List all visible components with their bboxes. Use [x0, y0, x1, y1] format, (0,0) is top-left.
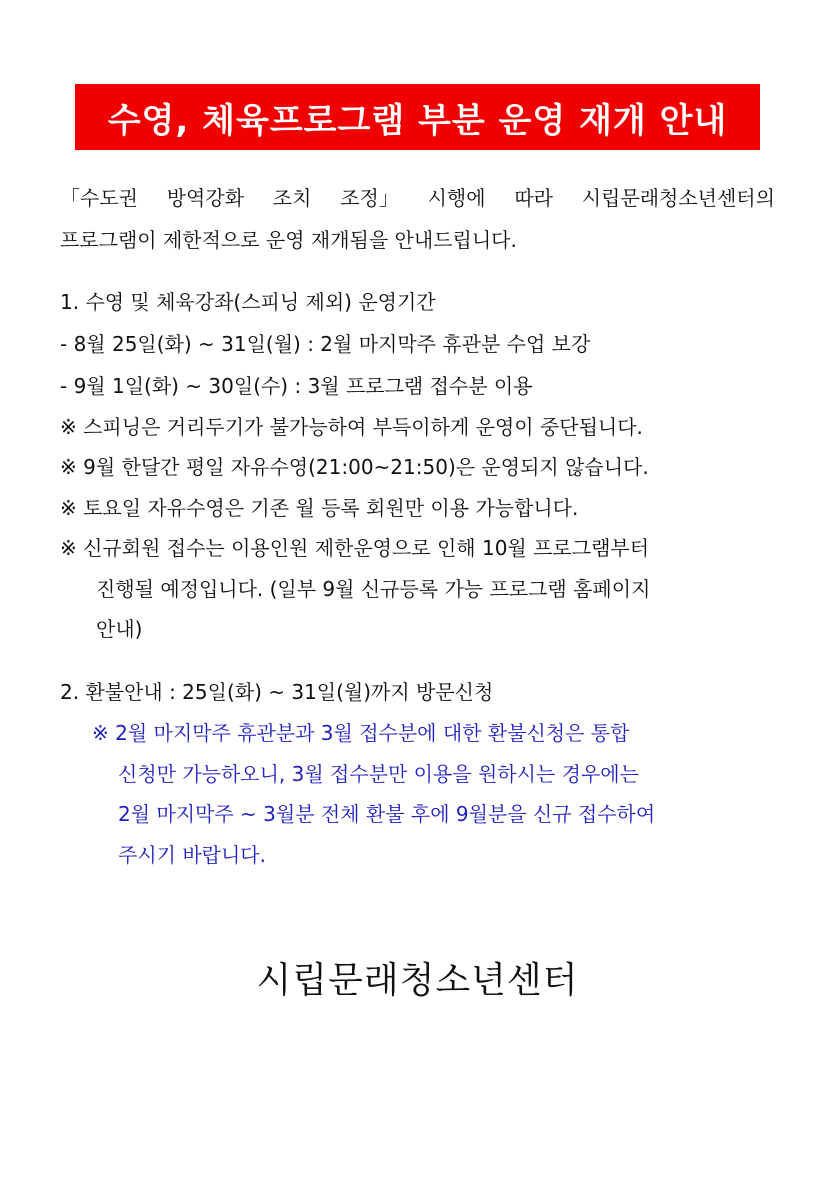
intro-word: 시립문래청소년센터의 — [581, 186, 775, 210]
refund-note-line: ※ 2월 마지막주 휴관분과 3월 접수분에 대한 환불신청은 통합 — [92, 721, 630, 745]
signature: 시립문래청소년센터 — [256, 960, 579, 1001]
title-banner — [75, 84, 760, 150]
section1-item: - 9월 1일(화) ~ 30일(수) : 3월 프로그램 접수분 이용 — [60, 374, 533, 398]
section1-heading: 1. 수영 및 체육강좌(스피닝 제외) 운영기간 — [60, 290, 436, 314]
refund-note-line: 2월 마지막주 ~ 3월분 전체 환불 후에 9월분을 신규 접수하여 — [118, 802, 656, 826]
intro-line-1 — [60, 186, 775, 210]
page-title: 수영, 체육프로그램 부분 운영 재개 안내 — [107, 100, 728, 141]
section1-note: ※ 토요일 자유수영은 기존 월 등록 회원만 이용 가능합니다. — [60, 496, 579, 520]
refund-note-line: 신청만 가능하오니, 3월 접수분만 이용을 원하시는 경우에는 — [118, 762, 639, 786]
section1-note: ※ 스피닝은 거리두기가 불가능하여 부득이하게 운영이 중단됩니다. — [60, 415, 643, 439]
section1-item: - 8월 25일(화) ~ 31일(월) : 2월 마지막주 휴관분 수업 보강 — [60, 332, 591, 356]
section1-note-continued: 진행될 예정입니다. (일부 9월 신규등록 가능 프로그램 홈페이지 — [96, 577, 651, 601]
intro-word: 시행에 — [427, 186, 486, 210]
refund-note-line: 주시기 바랍니다. — [118, 843, 266, 867]
intro-word: 조정」 — [340, 186, 399, 210]
intro-word: 조치 — [272, 186, 312, 210]
intro-word: 방역강화 — [166, 186, 245, 210]
section2-heading: 2. 환불안내 : 25일(화) ~ 31일(월)까지 방문신청 — [60, 680, 494, 704]
intro-line-2: 프로그램이 제한적으로 운영 재개됨을 안내드립니다. — [60, 228, 517, 252]
section1-note: ※ 9월 한달간 평일 자유수영(21:00~21:50)은 운영되지 않습니다. — [60, 455, 649, 479]
section1-note-continued: 안내) — [96, 617, 143, 641]
intro-word: 따라 — [514, 186, 553, 210]
section1-note: ※ 신규회원 접수는 이용인원 제한운영으로 인해 10월 프로그램부터 — [60, 536, 650, 560]
intro-word: 「수도권 — [60, 186, 138, 210]
